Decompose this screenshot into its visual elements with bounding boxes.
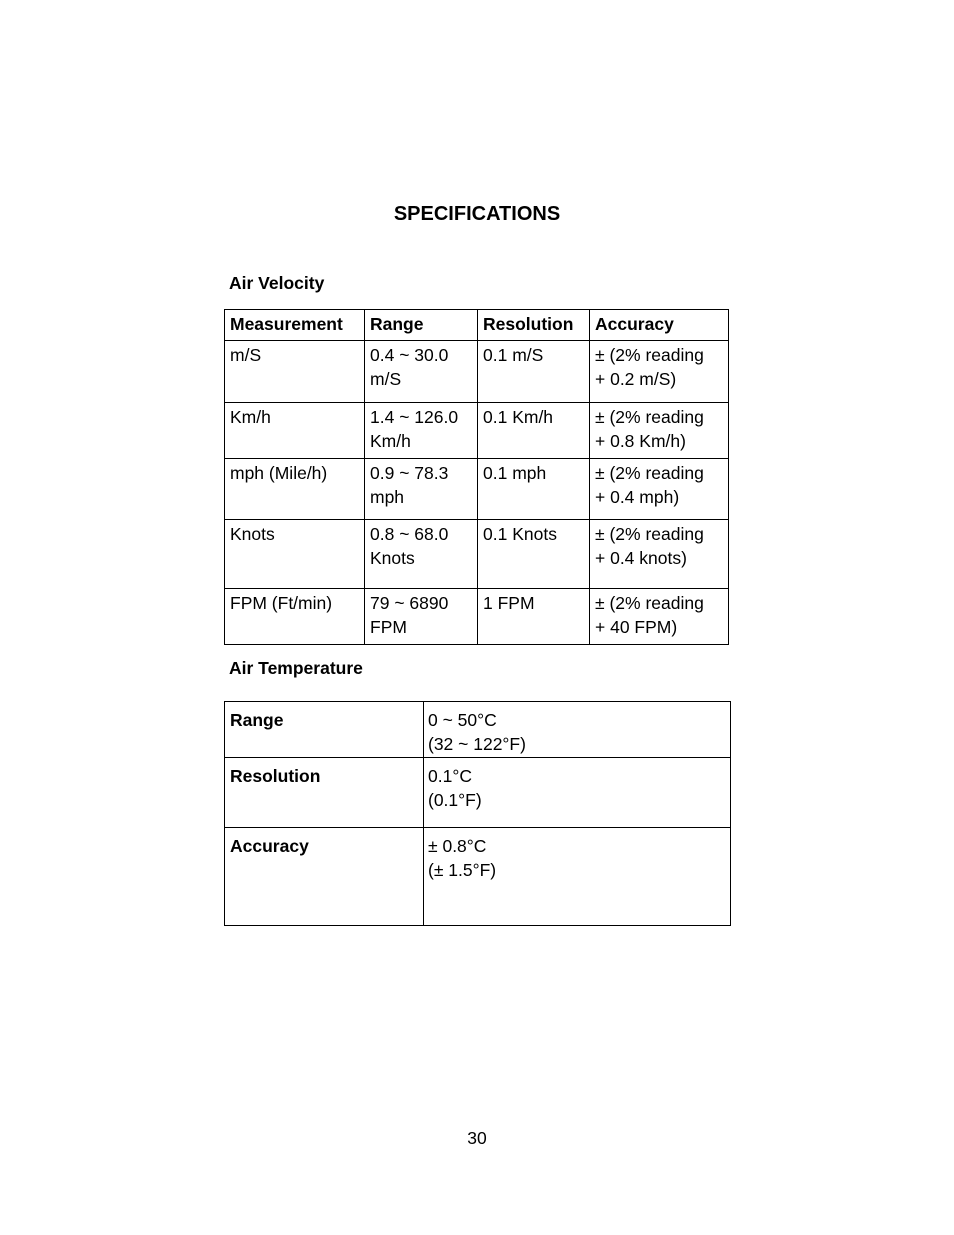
table-row	[225, 459, 729, 520]
cell-value-line: (32 ~ 122°F)	[428, 734, 526, 754]
cell-resolution: 0.1 Knots	[478, 520, 590, 589]
cell-value	[424, 828, 731, 926]
table-row	[225, 403, 729, 459]
air-velocity-table	[224, 309, 729, 645]
cell-accuracy-line: + 0.2 m/S)	[595, 369, 677, 389]
row-label-resolution: Resolution	[225, 758, 424, 828]
column-header-range: Range	[365, 310, 478, 341]
table-row	[225, 341, 729, 403]
cell-value-line: (0.1°F)	[428, 790, 482, 810]
cell-value-line: ± 0.8°C	[428, 836, 487, 856]
cell-measurement: mph (Mile/h)	[225, 459, 365, 520]
cell-accuracy	[590, 341, 729, 403]
table-row	[225, 828, 731, 926]
cell-measurement: Km/h	[225, 403, 365, 459]
cell-value	[424, 758, 731, 828]
column-header-measurement: Measurement	[225, 310, 365, 341]
cell-resolution: 0.1 Km/h	[478, 403, 590, 459]
cell-accuracy-line: + 0.4 knots)	[595, 548, 687, 568]
column-header-resolution: Resolution	[478, 310, 590, 341]
air-temperature-table	[224, 701, 731, 926]
section-heading-air-temperature: Air Temperature	[229, 658, 363, 678]
cell-accuracy-line: ± (2% reading	[595, 463, 704, 483]
cell-resolution: 0.1 mph	[478, 459, 590, 520]
cell-range-line: Knots	[370, 548, 415, 568]
cell-resolution: 0.1 m/S	[478, 341, 590, 403]
cell-accuracy	[590, 589, 729, 645]
cell-range-line: 79 ~ 6890	[370, 593, 449, 613]
table-row	[225, 520, 729, 589]
cell-accuracy	[590, 520, 729, 589]
cell-accuracy-line: + 0.4 mph)	[595, 487, 680, 507]
cell-range	[365, 403, 478, 459]
cell-resolution: 1 FPM	[478, 589, 590, 645]
row-label-range: Range	[225, 702, 424, 758]
cell-range-line: 0.9 ~ 78.3	[370, 463, 449, 483]
table-header-row	[225, 310, 729, 341]
cell-value-line: 0 ~ 50°C	[428, 710, 497, 730]
cell-measurement: Knots	[225, 520, 365, 589]
cell-accuracy-line: ± (2% reading	[595, 524, 704, 544]
cell-value	[424, 702, 731, 758]
cell-range-line: 0.4 ~ 30.0	[370, 345, 449, 365]
cell-value-line: 0.1°C	[428, 766, 472, 786]
cell-range	[365, 589, 478, 645]
cell-accuracy	[590, 403, 729, 459]
column-header-accuracy: Accuracy	[590, 310, 729, 341]
table-row	[225, 758, 731, 828]
cell-range-line: m/S	[370, 369, 402, 389]
cell-range-line: mph	[370, 487, 405, 507]
cell-value-line: (± 1.5°F)	[428, 860, 497, 880]
cell-range	[365, 520, 478, 589]
cell-range	[365, 341, 478, 403]
table-row	[225, 702, 731, 758]
page-title: SPECIFICATIONS	[393, 203, 561, 225]
cell-range-line: 0.8 ~ 68.0	[370, 524, 449, 544]
page-number: 30	[467, 1128, 487, 1148]
cell-accuracy-line: + 40 FPM)	[595, 617, 678, 637]
table-row	[225, 589, 729, 645]
row-label-accuracy: Accuracy	[225, 828, 424, 926]
section-heading-air-velocity: Air Velocity	[229, 273, 325, 293]
cell-range	[365, 459, 478, 520]
cell-accuracy-line: ± (2% reading	[595, 407, 704, 427]
cell-measurement: FPM (Ft/min)	[225, 589, 365, 645]
cell-accuracy-line: ± (2% reading	[595, 593, 704, 613]
cell-accuracy-line: + 0.8 Km/h)	[595, 431, 686, 451]
cell-range-line: Km/h	[370, 431, 411, 451]
cell-accuracy-line: ± (2% reading	[595, 345, 704, 365]
cell-range-line: 1.4 ~ 126.0	[370, 407, 459, 427]
cell-measurement: m/S	[225, 341, 365, 403]
cell-accuracy	[590, 459, 729, 520]
cell-range-line: FPM	[370, 617, 407, 637]
